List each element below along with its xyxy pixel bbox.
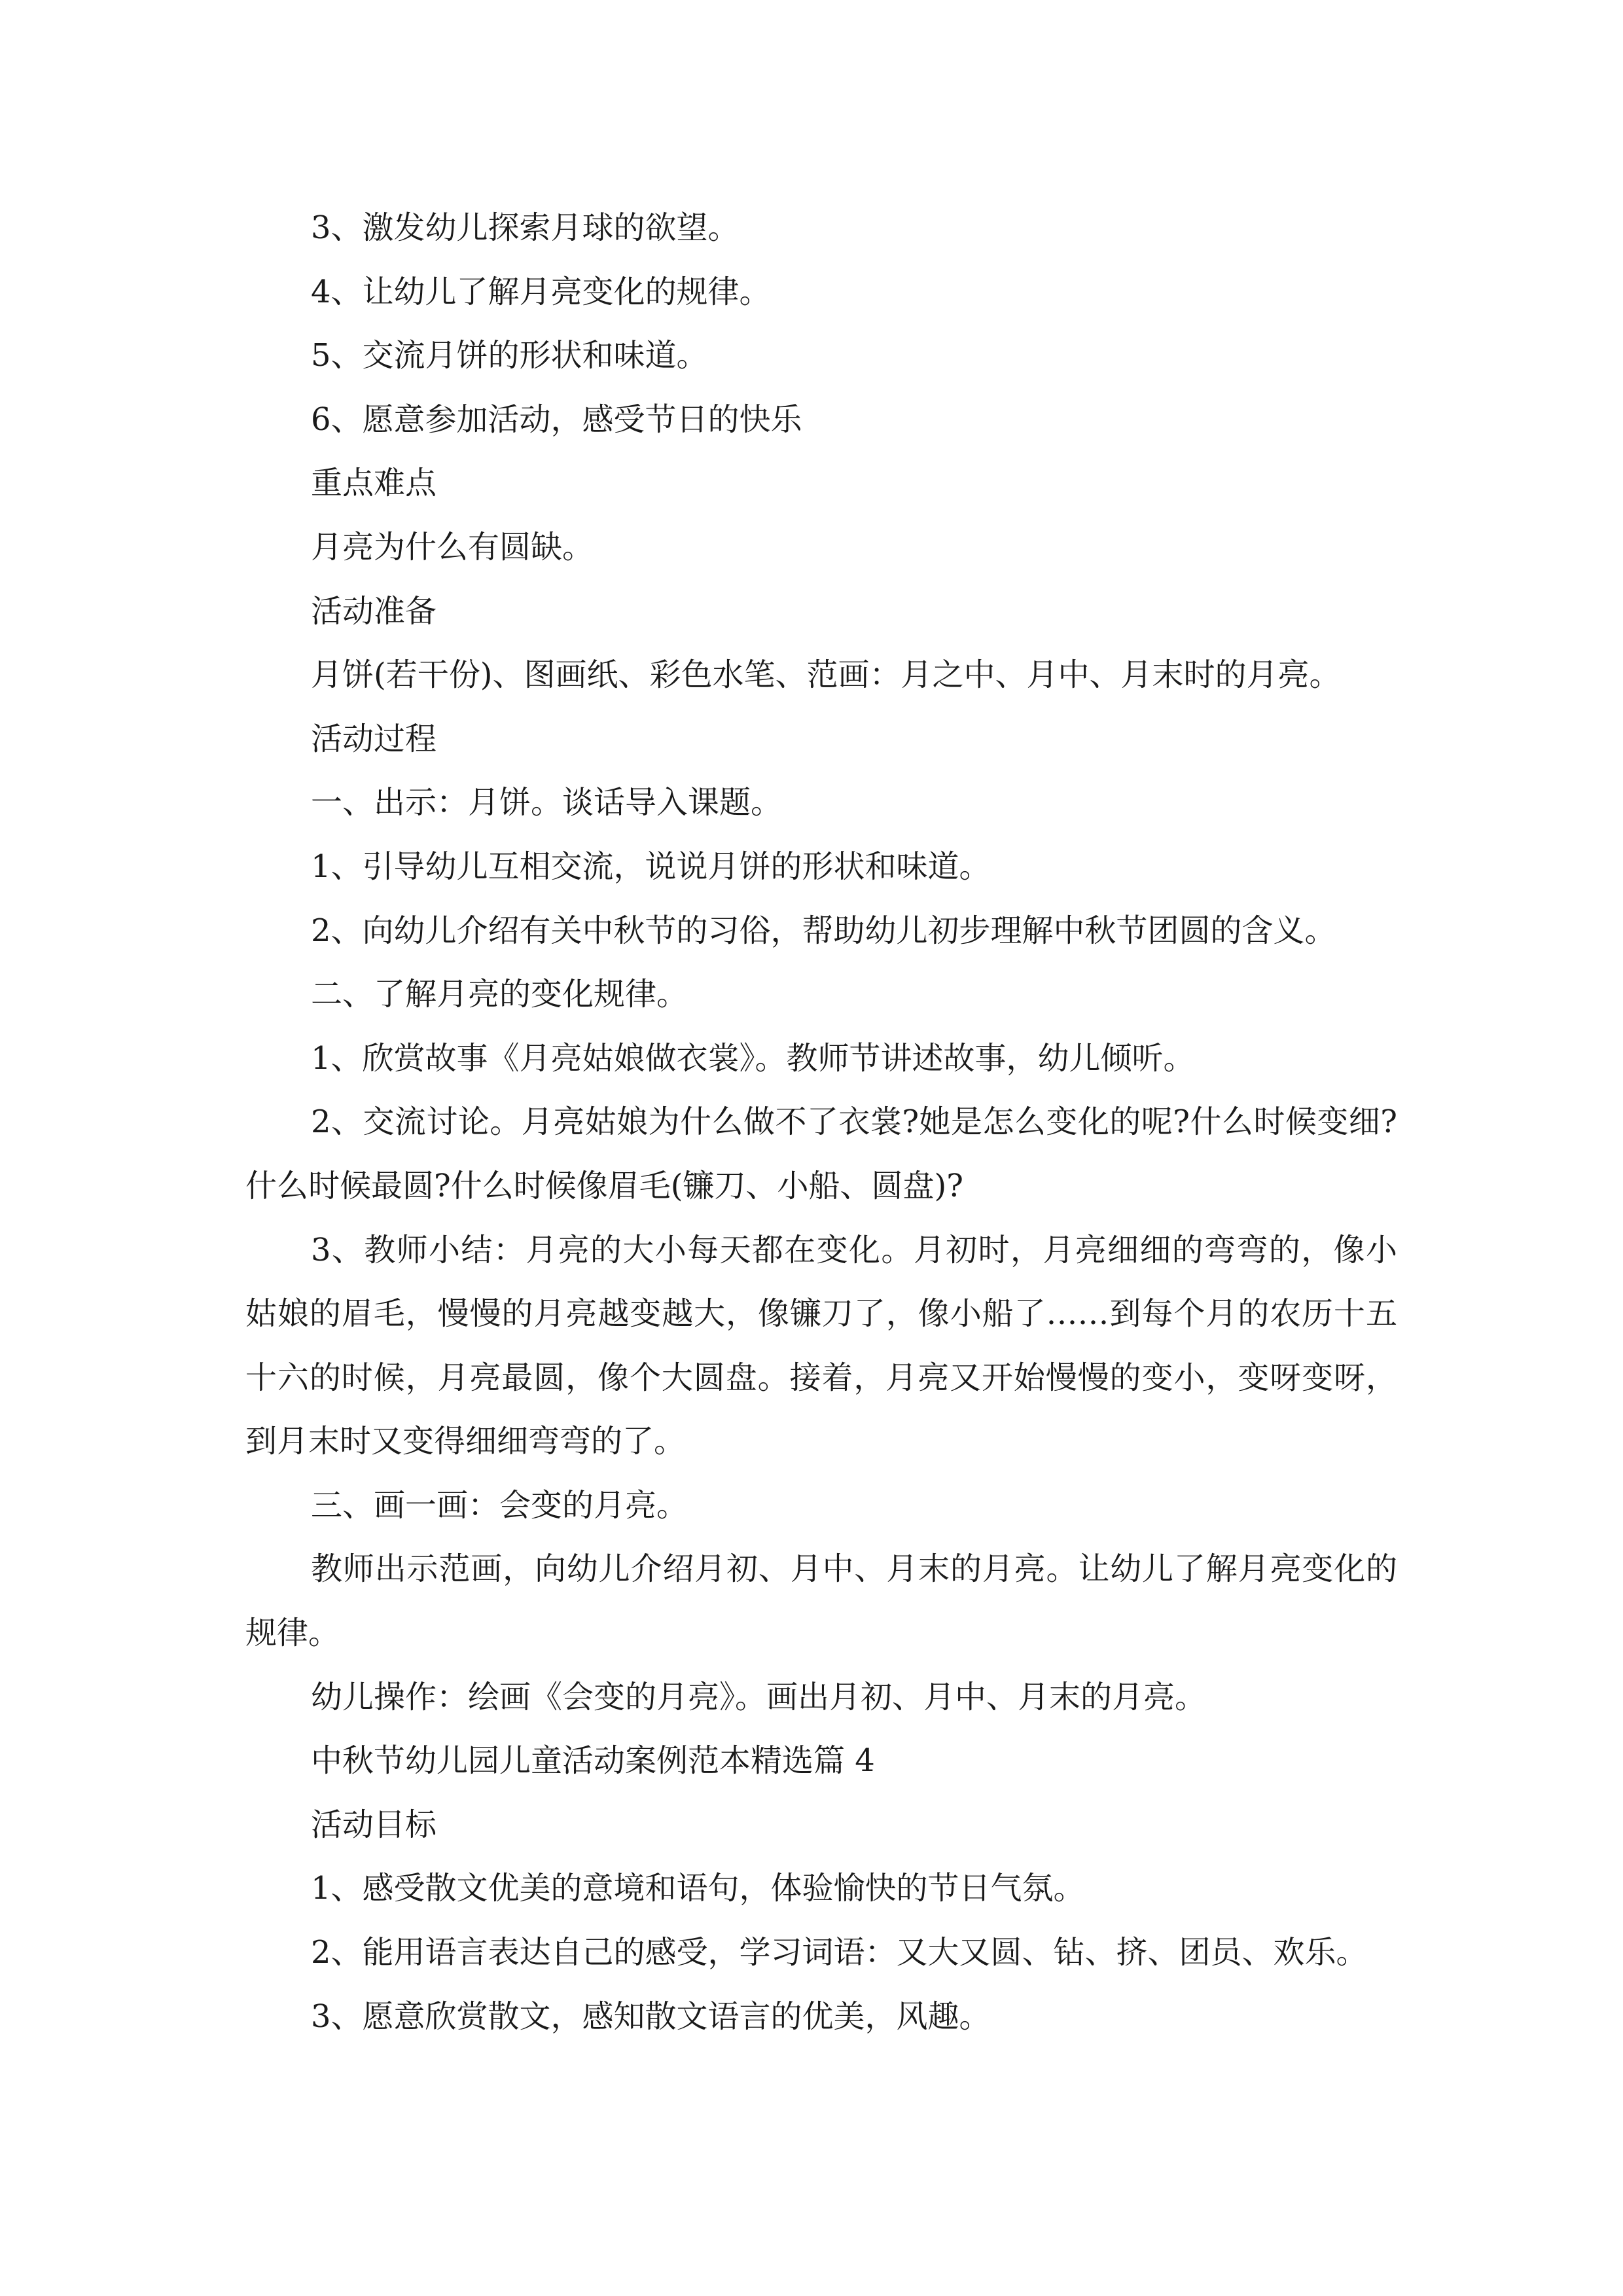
text-line: 3、愿意欣赏散文，感知散文语言的优美，风趣。	[311, 1998, 991, 2035]
section-heading: 重点难点	[311, 465, 437, 502]
section-heading: 活动目标	[311, 1806, 437, 1843]
paragraph: 教师出示范画，向幼儿介绍月初、月中、月末的月亮。让幼儿了解月亮变化的规律。	[245, 1551, 1397, 1652]
text-line: 1、引导幼儿互相交流，说说月饼的形状和味道。	[311, 848, 991, 885]
text-line: 月饼(若干份)、图画纸、彩色水笔、范画：月之中、月中、月末时的月亮。	[311, 656, 1341, 694]
text-line: 二、了解月亮的变化规律。	[311, 976, 688, 1013]
section-heading: 活动过程	[311, 720, 437, 757]
text-line: 3、激发幼儿探索月球的欲望。	[311, 209, 740, 246]
paragraph: 2、交流讨论。月亮姑娘为什么做不了衣裳?她是怎么变化的呢?什么时候变细?什么时候最圆?什么时候像眉毛(镰刀、小船、圆盘)?	[245, 1103, 1397, 1204]
text-line: 1、欣赏故事《月亮姑娘做衣裳》。教师节讲述故事，幼儿倾听。	[311, 1039, 1195, 1077]
text-line: 三、画一画：会变的月亮。	[311, 1486, 688, 1524]
section-heading: 活动准备	[311, 592, 437, 630]
text-line: 一、出示：月饼。谈话导入课题。	[311, 784, 783, 821]
text-line: 2、向幼儿介绍有关中秋节的习俗，帮助幼儿初步理解中秋节团圆的含义。	[311, 912, 1336, 949]
text-line: 幼儿操作：绘画《会变的月亮》。画出月初、月中、月末的月亮。	[311, 1678, 1207, 1715]
text-line: 6、愿意参加活动，感受节日的快乐	[311, 401, 802, 438]
text-line: 5、交流月饼的形状和味道。	[311, 337, 708, 374]
section-title: 中秋节幼儿园儿童活动案例范本精选篇 4	[311, 1742, 875, 1780]
text-line: 4、让幼儿了解月亮变化的规律。	[311, 273, 771, 310]
text-line: 1、感受散文优美的意境和语句，体验愉快的节日气氛。	[311, 1870, 1085, 1907]
text-line: 月亮为什么有圆缺。	[311, 528, 594, 565]
document-body	[245, 196, 1397, 2049]
paragraph: 3、教师小结：月亮的大小每天都在变化。月初时，月亮细细的弯弯的，像小姑娘的眉毛，慢慢的月亮越变越大，像镰刀了，像小船了……到每个月的农历十五十六的时候，月亮最圆，像个大圆盘。接着，月亮又开始慢慢的变小，变呀变呀，到月末时又变得细细弯弯的了。	[245, 1231, 1397, 1460]
text-line: 2、能用语言表达自己的感受，学习词语：又大又圆、钻、挤、团员、欢乐。	[311, 1934, 1368, 1971]
